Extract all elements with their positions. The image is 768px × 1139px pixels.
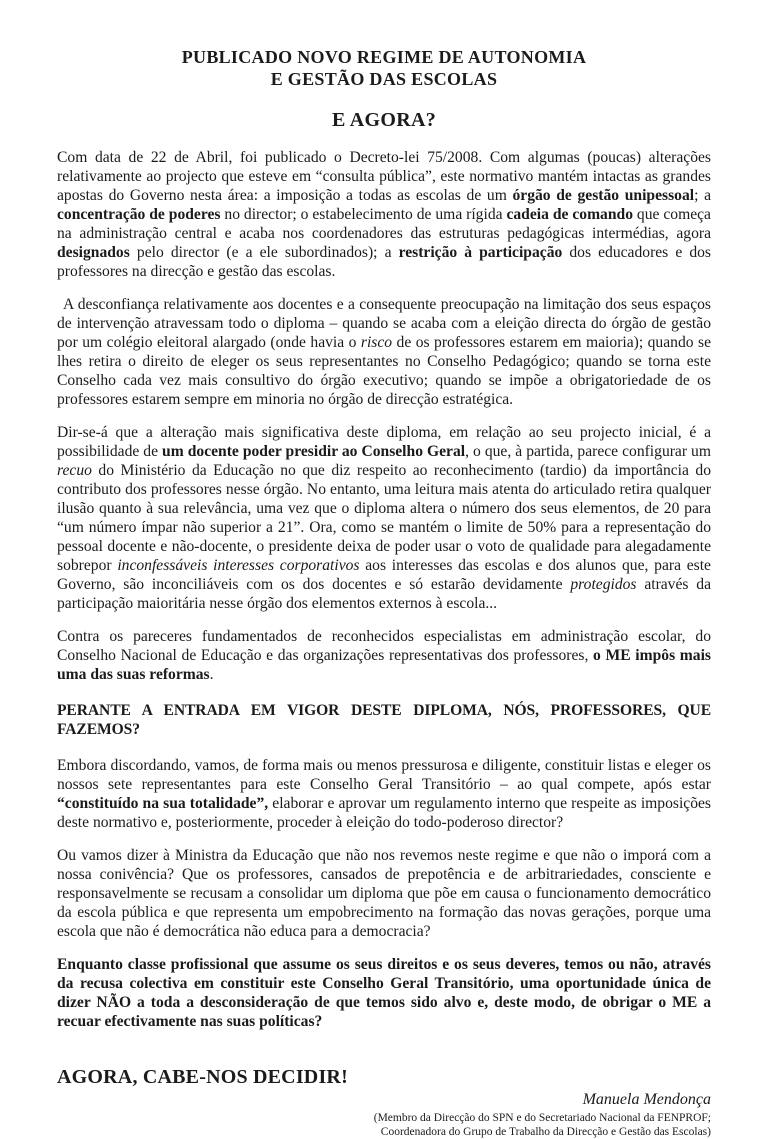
text-run: designados: [57, 244, 130, 261]
paragraph: [57, 955, 711, 1031]
text-run: .: [209, 666, 214, 683]
text-run: PERANTE A ENTRADA EM VIGOR DESTE DIPLOMA, NÓS, PROFESSORES, QUE FAZEMOS?: [57, 702, 711, 738]
text-run: de os professores estarem em maioria); quando se lhes retira o direito de eleger os seus representantes no Conselho Pedagógico; quando se torna este Conselho cada vez mais consultivo do órgão executivo; quando se impõe a obrigatoriedade de os professores estarem sempre em minoria no órgão de direcção estratégica.: [57, 334, 711, 408]
text-run: ; a: [694, 187, 711, 204]
document-subtitle: E AGORA?: [331, 109, 437, 131]
text-run: no director; o estabelecimento de uma rígida: [220, 206, 507, 223]
signature-role-line-1: (Membro da Direcção do SPN e do Secretariado Nacional da FENPROF;: [373, 1112, 711, 1124]
text-run: que começa na administração central e acaba nos coordenadores das estruturas pedagógicas intermédias, agora: [57, 206, 711, 242]
title-line-2: E GESTÃO DAS ESCOLAS: [270, 69, 498, 89]
paragraph: [57, 295, 711, 409]
text-run: protegidos: [570, 576, 637, 593]
text-run: dos educadores e dos professores na direcção e gestão das escolas.: [57, 244, 711, 280]
paragraph: [57, 627, 711, 684]
text-run: pelo director (e a ele subordinados); a: [129, 244, 399, 261]
text-run: inconfessáveis interesses corporativos: [117, 557, 360, 574]
text-run: “constituído na sua totalidade”,: [57, 795, 269, 812]
text-run: concentração de poderes: [57, 206, 221, 223]
text-run: um docente poder presidir ao Conselho Geral: [162, 443, 466, 460]
text-run: aos interesses das escolas e dos alunos que, para este Governo, são inconciliáveis com os dos docentes e só estarão devidamente: [57, 557, 711, 593]
paragraph: [57, 846, 711, 941]
signature-role-line-2: Coordenadora do Grupo de Trabalho da Direcção e Gestão das Escolas): [380, 1126, 711, 1138]
paragraph: [57, 423, 711, 613]
text-run: , o que, à partida, parece configurar um: [465, 443, 711, 460]
text-run: A desconfiança relativamente aos docentes e a consequente preocupação na limitação dos seus espaços de intervenção atravessam todo o diploma – quando se acaba com a eleição directa do órgão de gestão por um colégio eleitoral alargado (onde havia o: [57, 296, 711, 351]
document-body: [57, 148, 711, 1089]
document-title: [57, 46, 711, 90]
signature-block: [57, 1090, 711, 1139]
text-run: Ou vamos dizer à Ministra da Educação que não nos revemos neste regime e que não o imporá com a nossa conivência? Que os professores, cansados de prepotência e de arbitrariedades, consciente e responsavelmente se recusam a consolidar um diploma que põe em causa o funcionamento democrático da escola pública e que representa um empobrecimento na formação das novas gerações, porque uma escola que não é democrática não educa para a democracia?: [57, 847, 711, 940]
text-run: Enquanto classe profissional que assume os seus direitos e os seus deveres, temos ou não, através da recusa colectiva em constituir este Conselho Geral Transitório, uma oportunidade única de dizer NÃO a toda a desconsideração de que temos sido alvo e, deste modo, de obrigar o ME a recuar efectivamente nas suas políticas?: [57, 956, 711, 1030]
text-run: do Ministério da Educação no que diz respeito ao reconhecimento (tardio) da importância do contributo dos professores nesse órgão. No entanto, uma leitura mais atenta do articulado retira qualquer ilusão quanto à sua relevância, uma vez que o diploma altera o número dos seus elementos, de 20 para “um número ímpar não superior a 21”. Ora, como se mantém o limite de 50% para a representação do pessoal docente e não-docente, o presidente deixa de poder usar o voto de qualidade para alegadamente sobrepor: [57, 462, 711, 574]
signature-name: Manuela Mendonça: [582, 1091, 711, 1108]
paragraph: [57, 148, 711, 281]
text-run: através da participação maioritária nesse órgão dos elementos externos à escola...: [57, 576, 712, 612]
section-heading: [57, 701, 711, 739]
text-run: o ME impôs mais uma das suas reformas: [57, 647, 711, 683]
text-run: órgão de gestão unipessoal: [512, 187, 695, 204]
text-run: cadeia de comando: [506, 206, 633, 223]
text-run: risco: [360, 334, 393, 351]
text-run: Com data de 22 de Abril, foi publicado o Decreto-lei 75/2008. Com algumas (poucas) alterações relativamente ao projecto que esteve em “consulta pública”, este normativo mantém intactas as grandes apostas do Governo nesta área: a imposição a todas as escolas de um: [57, 149, 711, 204]
text-run: recuo: [57, 462, 92, 479]
text-run: elaborar e aprovar um regulamento interno que respeite as imposições deste normativo e, posteriormente, proceder à eleição do todo-poderoso director?: [57, 795, 711, 831]
paragraph: [57, 756, 711, 832]
text-run: Dir-se-á que a alteração mais significativa deste diploma, em relação ao seu projecto inicial, é a possibilidade de: [57, 424, 711, 460]
text-run: restrição à participação: [398, 244, 563, 261]
text-run: AGORA, CABE-NOS DECIDIR!: [57, 1066, 348, 1088]
title-line-1: PUBLICADO NOVO REGIME DE AUTONOMIA: [181, 47, 587, 67]
text-run: Embora discordando, vamos, de forma mais ou menos pressurosa e diligente, constituir listas e eleger os nossos sete representantes para este Conselho Geral Transitório – ao qual compete, após estar: [57, 757, 711, 793]
closing-heading: [57, 1065, 711, 1089]
text-run: Contra os pareceres fundamentados de reconhecidos especialistas em administração escolar, do Conselho Nacional de Educação e das organizações representativas dos professores,: [57, 628, 711, 664]
